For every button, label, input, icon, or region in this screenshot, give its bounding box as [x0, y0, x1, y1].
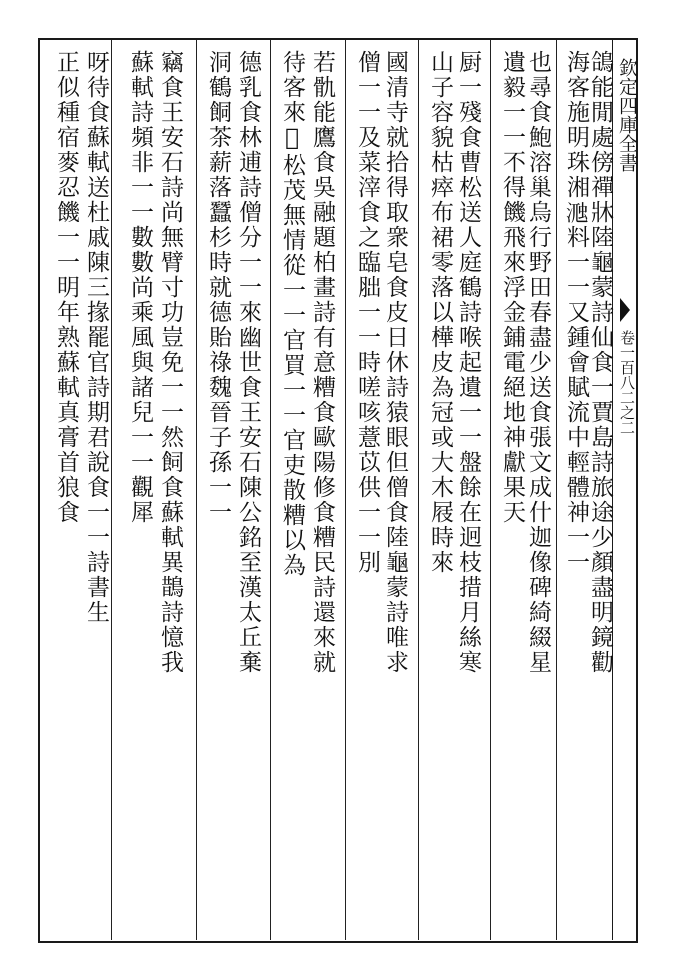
text-column: 正似種宿麥忍饑一一明年熟蘇軾真膏首狼食 — [53, 50, 79, 525]
volume-label: 卷一百八二之二 — [618, 330, 636, 435]
text-column: 德乳食林逋詩僧分一一來幽世食王安石陳公銘至漢太丘棄 — [235, 50, 261, 675]
text-column: 待客來𩐈松茂無情從一一官買一一官吏散糟以為 — [279, 50, 305, 578]
text-column: 也尋食鮑溶巢烏行野田春盡少送食張文成什迦像碑綺綴星 — [525, 50, 551, 675]
text-column: 竊食王安石詩尚無臂寸功豈免一一然飼食蘇軾異鵲詩憶我 — [157, 50, 183, 675]
column-rule — [270, 40, 271, 940]
text-column: 僧一一及菜滓食之臨胐一一時嗟咳薏苡供一一別 — [354, 50, 380, 575]
book-title: 欽定四庫全書 — [616, 58, 638, 172]
text-column: 遺毅一一不得饑飛來浮金鋪電絕地神獻果天 — [499, 50, 525, 525]
column-rule — [196, 40, 197, 940]
text-column: 呀待食蘇軾送杜戚陳三掾罷官詩期君說食一一詩書生 — [83, 50, 109, 625]
text-column: 厨一殘食曹松送人庭鶴詩喉起遺一一盤餘在迥枝措月絲寒 — [455, 50, 481, 675]
text-column: 洞鶴餇茶薪落蠶杉時就德貽祿魏晉子孫一一 — [205, 50, 231, 525]
fishtail-mark — [620, 298, 630, 322]
text-column: 海客施明珠湘𣸀料一一又鍾會賦流中輕體神一一 — [563, 50, 589, 575]
text-column: 國清寺就拾得取衆皂食皮日休詩猿眼但僧食陸龜蒙詩唯求 — [382, 50, 408, 675]
text-column: 山子容貌枯瘁布裙零落以樺皮為冠或大木屐時來 — [427, 50, 453, 575]
column-rule — [490, 40, 491, 940]
text-column: 若骩能鷹食吳融題柏畫詩有意糟食歐陽修食糟民詩還來就 — [309, 50, 335, 675]
text-column: 鴿能閒處傍禪牀陸龜蒙詩仙食一賈島詩旅途少顏盡明鏡勸 — [587, 50, 613, 675]
text-column: 蘇軾詩頻非一一數數尚乘風與諸兒一一觀犀 — [127, 50, 153, 525]
column-rule — [345, 40, 346, 940]
column-rule — [418, 40, 419, 940]
